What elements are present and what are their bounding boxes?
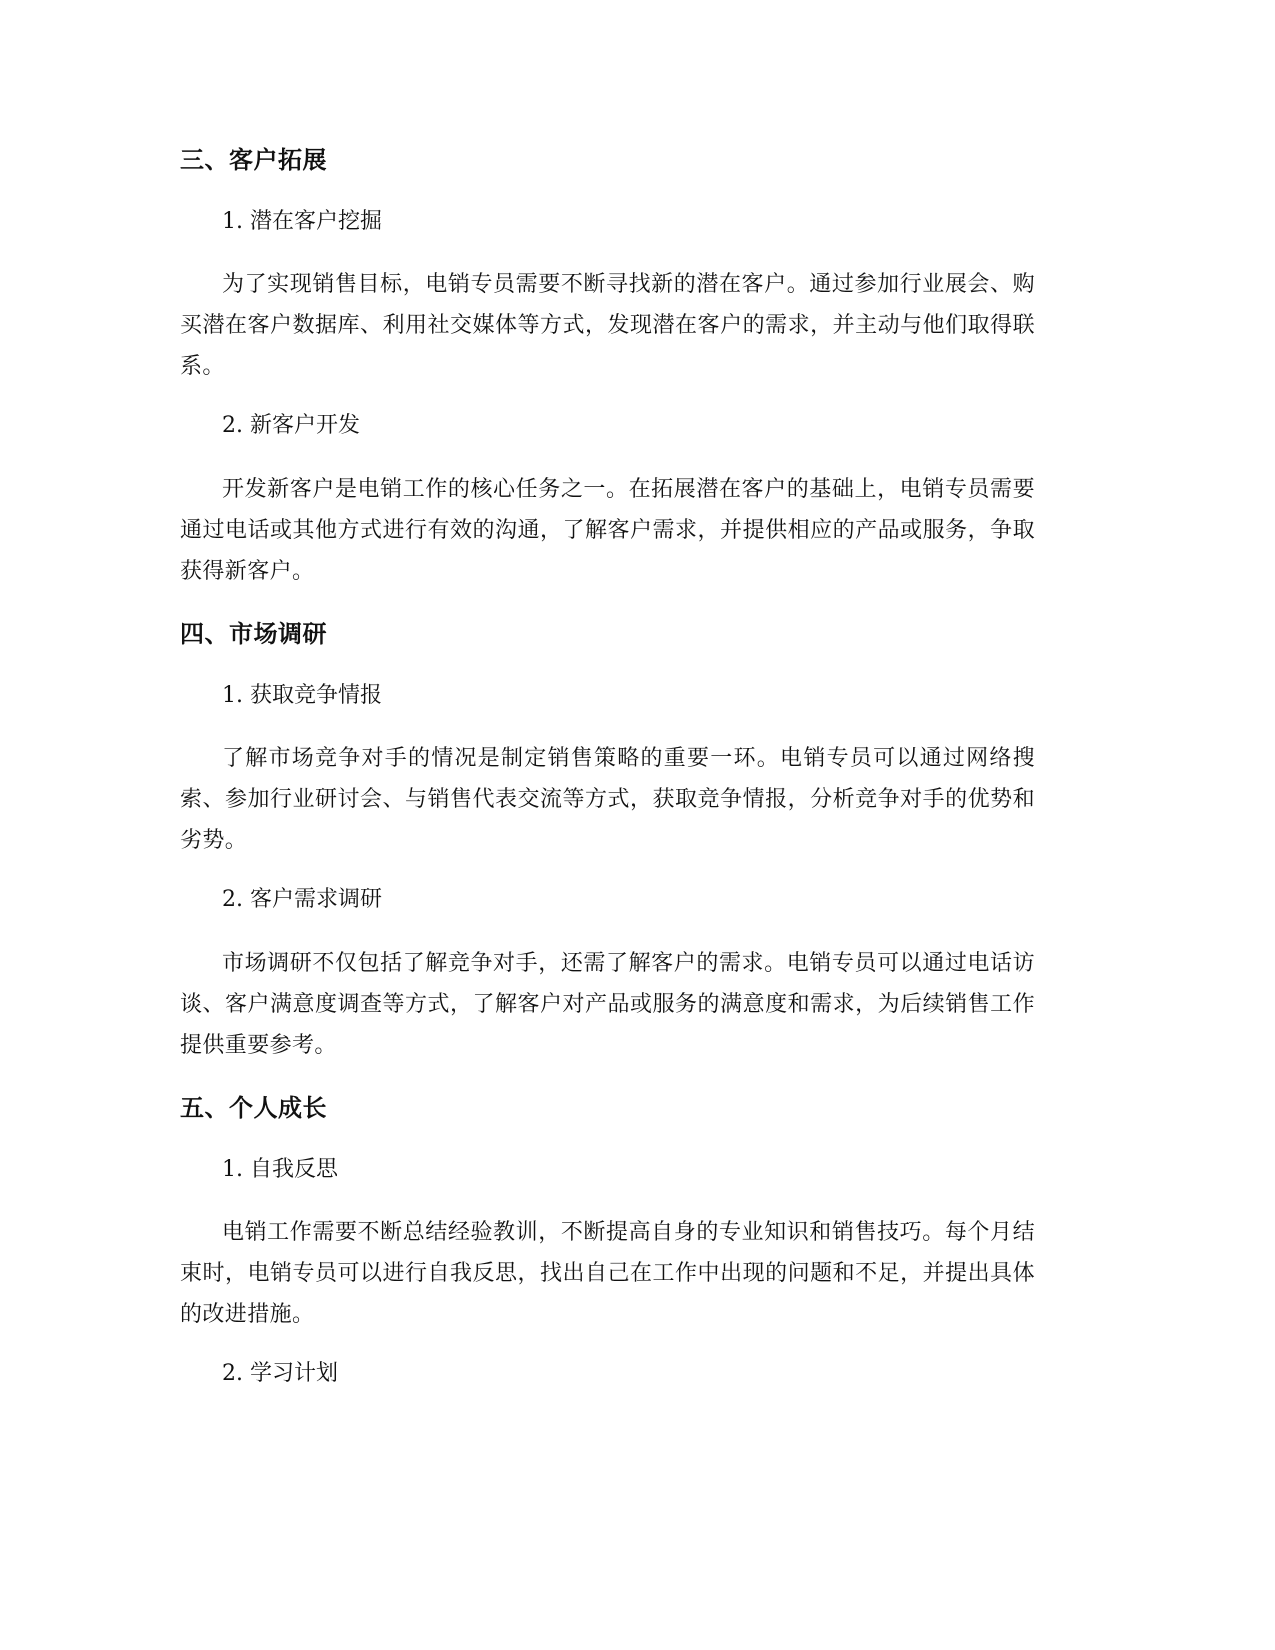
section-heading-market-research: 四、市场调研 [180, 620, 327, 648]
paragraph-prospect-mining: 为了实现销售目标，电销专员需要不断寻找新的潜在客户。通过参加行业展会、购买潜在客户数据库、利用社交媒体等方式，发现潜在客户的需求，并主动与他们取得联系。 [180, 272, 1035, 379]
paragraph-competitive-intelligence: 了解市场竞争对手的情况是制定销售策略的重要一环。电销专员可以通过网络搜索、参加行业研讨会、与销售代表交流等方式，获取竞争情报，分析竞争对手的优势和劣势。 [180, 746, 1035, 853]
section-heading-personal-growth: 五、个人成长 [180, 1094, 327, 1122]
paragraph-customer-needs-research: 市场调研不仅包括了解竞争对手，还需了解客户的需求。电销专员可以通过电话访谈、客户满意度调查等方式，了解客户对产品或服务的满意度和需求，为后续销售工作提供重要参考。 [180, 951, 1035, 1058]
subsection-title-learning-plan: 2. 学习计划 [222, 1361, 338, 1386]
section-heading-customer-expansion: 三、客户拓展 [180, 146, 327, 174]
subsection-title-self-reflection: 1. 自我反思 [222, 1157, 338, 1182]
subsection-title-prospect-mining: 1. 潜在客户挖掘 [222, 209, 382, 234]
paragraph-self-reflection: 电销工作需要不断总结经验教训，不断提高自身的专业知识和销售技巧。每个月结束时，电销专员可以进行自我反思，找出自己在工作中出现的问题和不足，并提出具体的改进措施。 [180, 1220, 1035, 1327]
paragraph-new-customer-development: 开发新客户是电销工作的核心任务之一。在拓展潜在客户的基础上，电销专员需要通过电话或其他方式进行有效的沟通，了解客户需求，并提供相应的产品或服务，争取获得新客户。 [180, 477, 1035, 584]
subsection-title-competitive-intelligence: 1. 获取竞争情报 [222, 683, 382, 708]
subsection-title-new-customer-development: 2. 新客户开发 [222, 413, 360, 438]
subsection-title-customer-needs-research: 2. 客户需求调研 [222, 887, 382, 912]
